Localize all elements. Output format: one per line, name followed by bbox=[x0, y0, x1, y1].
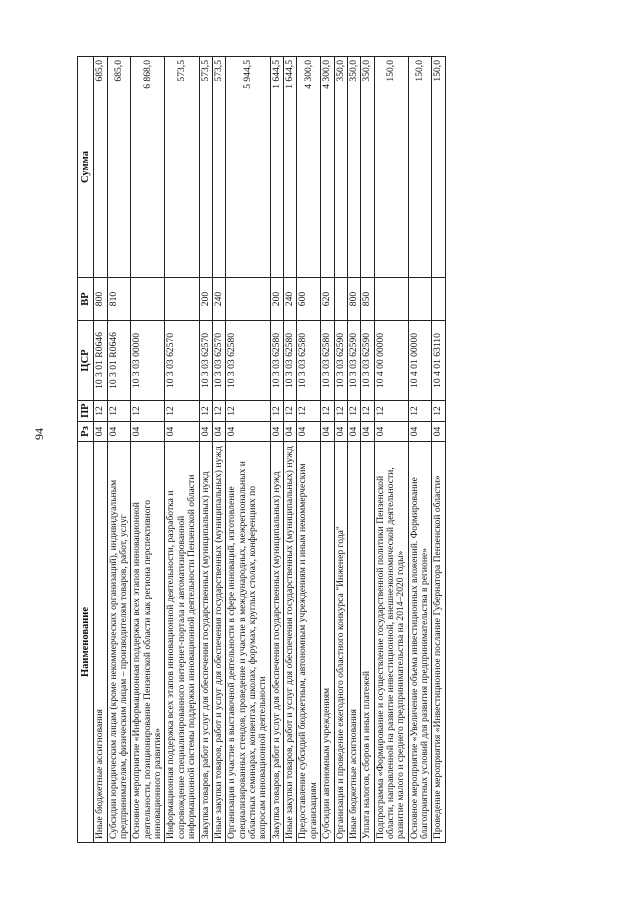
cell-pr: 12 bbox=[107, 401, 131, 422]
table-row bbox=[199, 57, 212, 843]
rotated-table-wrapper bbox=[77, 57, 446, 843]
cell-csr: 10 3 03 62570 bbox=[165, 321, 199, 401]
cell-vr: 810 bbox=[107, 278, 131, 321]
cell-rz: 04 bbox=[131, 422, 165, 442]
table-row bbox=[374, 57, 408, 843]
cell-name: Иные бюджетные ассигнования bbox=[347, 442, 360, 843]
table-row bbox=[361, 57, 374, 843]
cell-csr: 10 3 03 62570 bbox=[212, 321, 225, 401]
cell-name: Информационная поддержка всех этапов инновационной деятельности, разработка и сопровождение специализированного интернет-портала и автоматизированной информационной системы поддержки инновационной деятельности Пензенской области bbox=[165, 442, 199, 843]
cell-vr bbox=[226, 278, 270, 321]
cell-pr: 12 bbox=[212, 401, 225, 422]
cell-csr: 10 3 03 62590 bbox=[334, 321, 347, 401]
cell-name: Закупка товаров, работ и услуг для обеспечения государственных (муниципальных) нужд bbox=[199, 442, 212, 843]
cell-sum: 350,0 bbox=[361, 57, 374, 278]
table-row bbox=[226, 57, 270, 843]
cell-csr: 10 3 01 R0646 bbox=[107, 321, 131, 401]
page-number: 94 bbox=[32, 428, 46, 440]
cell-csr: 10 3 03 62580 bbox=[226, 321, 270, 401]
cell-sum: 1 644,5 bbox=[284, 57, 297, 278]
header-vr: ВР bbox=[78, 278, 94, 321]
cell-rz: 04 bbox=[94, 422, 107, 442]
cell-csr: 10 3 03 00000 bbox=[131, 321, 165, 401]
cell-rz: 04 bbox=[297, 422, 321, 442]
table-row bbox=[94, 57, 107, 843]
cell-rz: 04 bbox=[374, 422, 408, 442]
cell-sum: 685,0 bbox=[107, 57, 131, 278]
cell-name: Уплата налогов, сборов и иных платежей bbox=[361, 442, 374, 843]
table-row bbox=[297, 57, 321, 843]
table-row bbox=[270, 57, 283, 843]
header-row bbox=[78, 57, 94, 843]
cell-vr bbox=[374, 278, 408, 321]
cell-vr bbox=[131, 278, 165, 321]
cell-pr: 12 bbox=[226, 401, 270, 422]
header-sum: Сумма bbox=[78, 57, 94, 278]
cell-name: Подпрограмма «Формирование и осуществление государственной политики Пензенской области, направленной на развитие инвестиционной, внешнеэкономической деятельности, развитие малого и среднего предпринимательства на 2014–2020 годы» bbox=[374, 442, 408, 843]
cell-sum: 573,5 bbox=[212, 57, 225, 278]
cell-vr bbox=[408, 278, 432, 321]
cell-sum: 685,0 bbox=[94, 57, 107, 278]
cell-csr: 10 3 03 62590 bbox=[361, 321, 374, 401]
cell-csr: 10 4 01 00000 bbox=[408, 321, 432, 401]
cell-pr: 12 bbox=[432, 401, 445, 422]
table-row bbox=[432, 57, 445, 843]
header-pr: ПР bbox=[78, 401, 94, 422]
cell-csr: 10 3 03 62580 bbox=[284, 321, 297, 401]
cell-sum: 350,0 bbox=[334, 57, 347, 278]
cell-csr: 10 3 03 62580 bbox=[270, 321, 283, 401]
cell-name: Предоставление субсидий бюджетным, автономным учреждениям и иным некоммерческим организациям bbox=[297, 442, 321, 843]
cell-pr: 12 bbox=[361, 401, 374, 422]
cell-vr: 200 bbox=[199, 278, 212, 321]
cell-name: Проведение мероприятия «Инвестиционное послание Губернатора Пензенской области» bbox=[432, 442, 445, 843]
cell-pr: 12 bbox=[334, 401, 347, 422]
cell-pr: 12 bbox=[408, 401, 432, 422]
cell-name: Иные бюджетные ассигнования bbox=[94, 442, 107, 843]
cell-name: Организация и проведение ежегодного областного конкурса "Инженер года" bbox=[334, 442, 347, 843]
cell-rz: 04 bbox=[408, 422, 432, 442]
table-row bbox=[347, 57, 360, 843]
cell-rz: 04 bbox=[165, 422, 199, 442]
cell-rz: 04 bbox=[432, 422, 445, 442]
cell-sum: 4 300,0 bbox=[321, 57, 334, 278]
cell-csr: 10 4 00 00000 bbox=[374, 321, 408, 401]
table-row bbox=[334, 57, 347, 843]
cell-name: Субсидии юридическим лицам (кроме некоммерческих организаций), индивидуальным предпринимателям, физическим лицам – производителям товаров, работ, услуг bbox=[107, 442, 131, 843]
cell-csr: 10 3 01 R0646 bbox=[94, 321, 107, 401]
table-row bbox=[165, 57, 199, 843]
header-csr: ЦСР bbox=[78, 321, 94, 401]
cell-vr: 240 bbox=[284, 278, 297, 321]
cell-pr: 12 bbox=[297, 401, 321, 422]
cell-pr: 12 bbox=[131, 401, 165, 422]
cell-pr: 12 bbox=[284, 401, 297, 422]
cell-vr: 200 bbox=[270, 278, 283, 321]
cell-rz: 04 bbox=[347, 422, 360, 442]
table-row bbox=[284, 57, 297, 843]
cell-sum: 573,5 bbox=[199, 57, 212, 278]
cell-rz: 04 bbox=[226, 422, 270, 442]
cell-name: Субсидии автономным учреждениям bbox=[321, 442, 334, 843]
header-rz: Рз bbox=[78, 422, 94, 442]
cell-rz: 04 bbox=[107, 422, 131, 442]
cell-vr: 240 bbox=[212, 278, 225, 321]
cell-sum: 5 944,5 bbox=[226, 57, 270, 278]
cell-pr: 12 bbox=[165, 401, 199, 422]
cell-name: Основное мероприятие «Информационная поддержка всех этапов инновационной деятельности, позиционирование Пензенской области как региона перспективного инновационного развития» bbox=[131, 442, 165, 843]
cell-sum: 6 868,0 bbox=[131, 57, 165, 278]
cell-vr: 620 bbox=[321, 278, 334, 321]
table-row bbox=[131, 57, 165, 843]
table-row bbox=[212, 57, 225, 843]
cell-vr bbox=[165, 278, 199, 321]
cell-vr: 800 bbox=[94, 278, 107, 321]
cell-pr: 12 bbox=[347, 401, 360, 422]
cell-name: Организация и участие в выставочной деятельности в сфере инноваций, изготовление специализированных стендов, проведение и участие в международных, межрегиональных и областных семинарах, конвентах, школах, форумах, круглых столах, конференциях по вопросам инновационной деятельности bbox=[226, 442, 270, 843]
cell-rz: 04 bbox=[361, 422, 374, 442]
cell-name: Закупка товаров, работ и услуг для обеспечения государственных (муниципальных) нужд bbox=[270, 442, 283, 843]
cell-sum: 1 644,5 bbox=[270, 57, 283, 278]
cell-csr: 10 3 03 62590 bbox=[347, 321, 360, 401]
cell-sum: 150,0 bbox=[432, 57, 445, 278]
cell-csr: 10 4 01 63110 bbox=[432, 321, 445, 401]
budget-table bbox=[77, 56, 446, 843]
cell-vr bbox=[432, 278, 445, 321]
cell-vr bbox=[334, 278, 347, 321]
cell-rz: 04 bbox=[270, 422, 283, 442]
cell-sum: 4 300,0 bbox=[297, 57, 321, 278]
cell-pr: 12 bbox=[321, 401, 334, 422]
cell-pr: 12 bbox=[94, 401, 107, 422]
cell-rz: 04 bbox=[321, 422, 334, 442]
table-row bbox=[408, 57, 432, 843]
cell-name: Основное мероприятие «Увеличение объема инвестиционных вложений. Формирование благоприятных условий для развития предпринимательства в регионе» bbox=[408, 442, 432, 843]
cell-rz: 04 bbox=[212, 422, 225, 442]
table-row bbox=[107, 57, 131, 843]
cell-sum: 150,0 bbox=[408, 57, 432, 278]
cell-pr: 12 bbox=[374, 401, 408, 422]
table-row bbox=[321, 57, 334, 843]
cell-rz: 04 bbox=[284, 422, 297, 442]
cell-csr: 10 3 03 62570 bbox=[199, 321, 212, 401]
header-name: Наименование bbox=[78, 442, 94, 843]
cell-rz: 04 bbox=[334, 422, 347, 442]
cell-csr: 10 3 03 62580 bbox=[297, 321, 321, 401]
cell-vr: 800 bbox=[347, 278, 360, 321]
cell-rz: 04 bbox=[199, 422, 212, 442]
cell-vr: 600 bbox=[297, 278, 321, 321]
cell-sum: 573,5 bbox=[165, 57, 199, 278]
cell-vr: 850 bbox=[361, 278, 374, 321]
cell-sum: 350,0 bbox=[347, 57, 360, 278]
cell-csr: 10 3 03 62580 bbox=[321, 321, 334, 401]
cell-pr: 12 bbox=[199, 401, 212, 422]
cell-sum: 150,0 bbox=[374, 57, 408, 278]
cell-pr: 12 bbox=[270, 401, 283, 422]
cell-name: Иные закупки товаров, работ и услуг для обеспечения государственных (муниципальных) нужд bbox=[284, 442, 297, 843]
cell-name: Иные закупки товаров, работ и услуг для обеспечения государственных (муниципальных) нужд bbox=[212, 442, 225, 843]
